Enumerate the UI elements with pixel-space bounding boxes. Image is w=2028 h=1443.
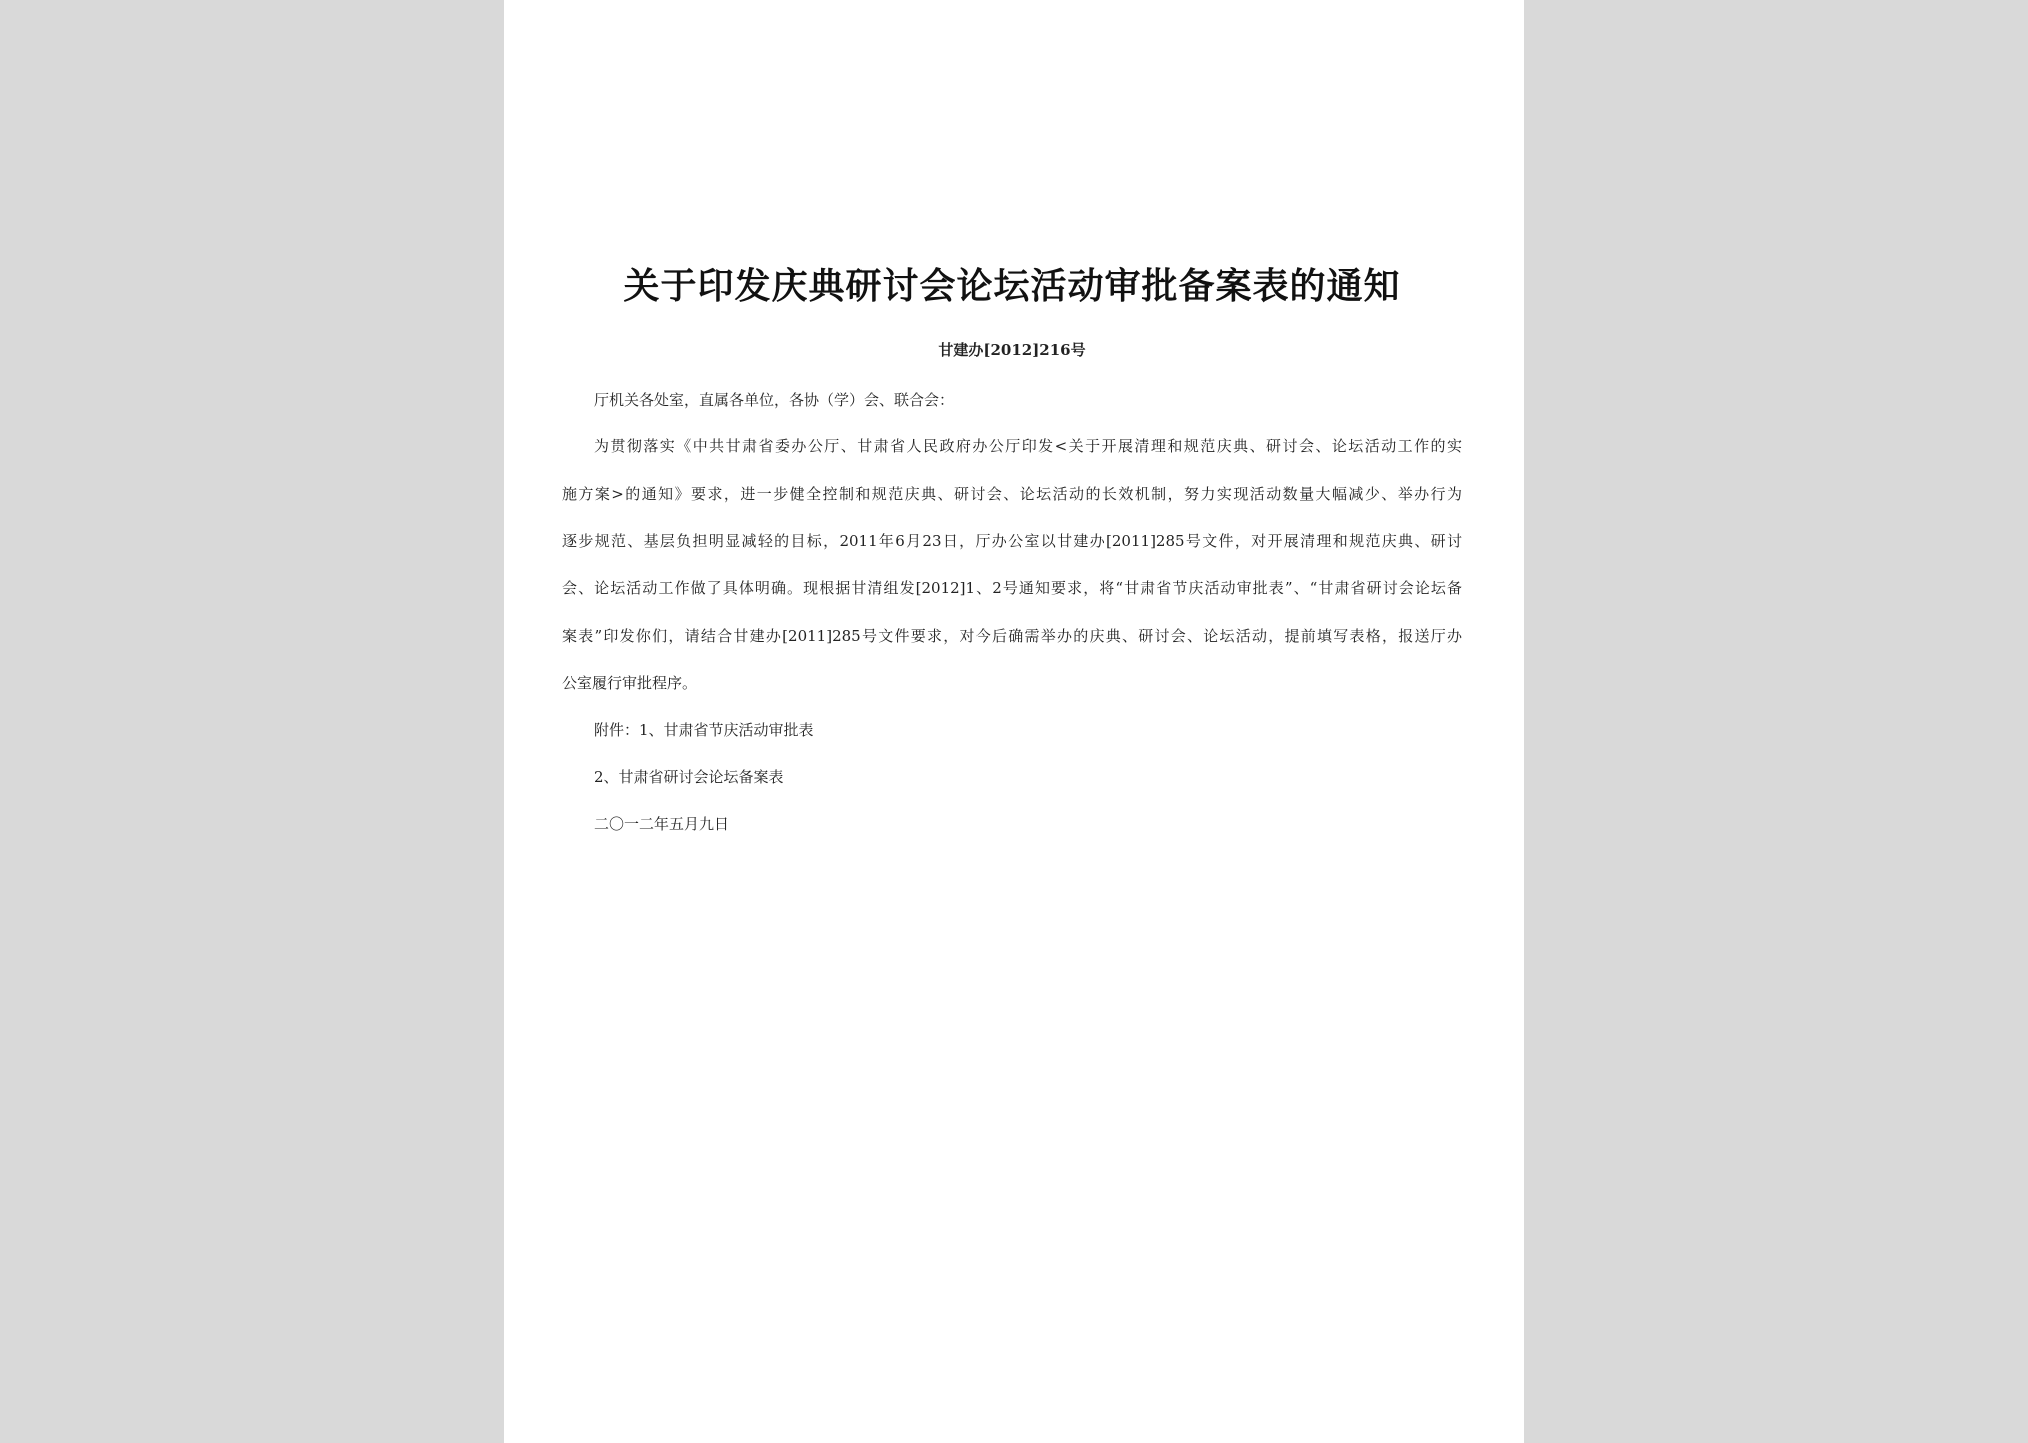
attachment-line-1: 附件：1、甘肃省节庆活动审批表: [594, 721, 814, 739]
document-date: 二〇一二年五月九日: [594, 815, 730, 833]
body-line-4: 会、论坛活动工作做了具体明确。现根据甘清组发[2012]1、2号通知要求，将“甘肃省节庆活动审批表”、“甘肃省研讨会论坛备: [562, 579, 1462, 597]
body-line-5: 案表”印发你们，请结合甘建办[2011]285号文件要求，对今后确需举办的庆典、研讨会、论坛活动，提前填写表格，报送厅办: [562, 627, 1462, 645]
body-line-2: 施方案>的通知》要求，进一步健全控制和规范庆典、研讨会、论坛活动的长效机制，努力实现活动数量大幅减少、举办行为: [562, 485, 1462, 503]
document-title: 关于印发庆典研讨会论坛活动审批备案表的通知: [623, 266, 1401, 307]
body-line-6: 公室履行审批程序。: [562, 674, 698, 692]
salutation: 厅机关各处室，直属各单位，各协（学）会、联合会：: [594, 391, 955, 409]
body-line-1: 为贯彻落实《中共甘肃省委办公厅、甘肃省人民政府办公厅印发<关于开展清理和规范庆典、研讨会、论坛活动工作的实: [594, 437, 1462, 455]
attachment-line-2: 2、甘肃省研讨会论坛备案表: [594, 768, 784, 786]
body-line-3: 逐步规范、基层负担明显减轻的目标，2011年6月23日，厅办公室以甘建办[2011]285号文件，对开展清理和规范庆典、研讨: [562, 532, 1462, 550]
document-number: 甘建办[2012]216号: [938, 341, 1086, 359]
document-page: [504, 0, 1524, 1443]
